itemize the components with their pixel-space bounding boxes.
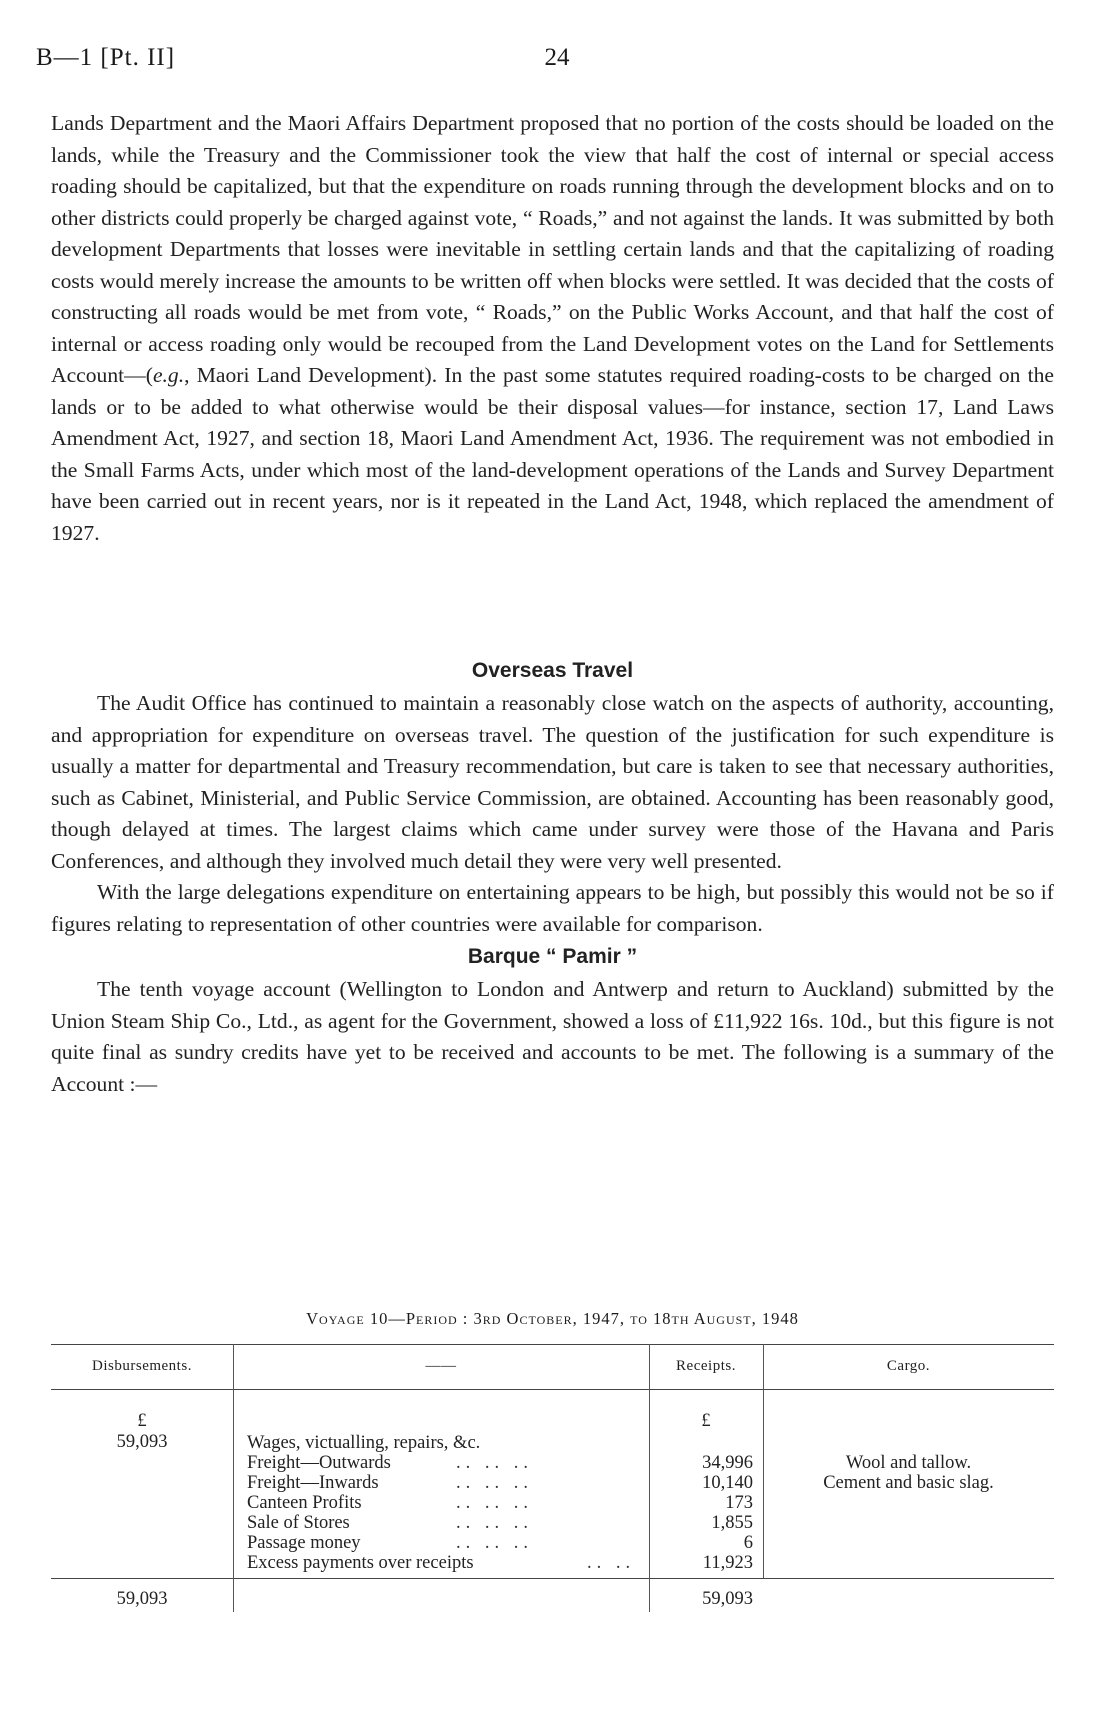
table-row-item: Wages, victualling, repairs, &c.	[247, 1433, 481, 1453]
receipt-value: 6	[743, 1533, 753, 1553]
dot-leaders: .. ..	[587, 1553, 636, 1573]
header-disbursements: Disbursements.	[92, 1358, 192, 1374]
receipt-value: 11,923	[702, 1553, 753, 1573]
paragraph-roading-costs: Lands Department and the Maori Affairs Department proposed that no portion of the costs should be loaded on the lands, while the Treasury and the Commissioner took the view that half the cost of internal or special access roading should be capitalized, but that the expenditure on roads running through the development blocks and on to other districts could properly be charged against vote, “ Roads,” and not against the lands. It was submitted by both development Departments that losses were inevitable in settling certain lands and that the capitalizing of roading costs would merely increase the amounts to be written off when blocks were settled. It was decided that the costs of constructing all roads would be met from vote, “ Roads,” on the Public Works Account, and that half the cost of internal or access roading only would be recouped from the Land Development votes on the Land for Settlements Account—(e.g., Maori Land Development). In the past some statutes required roading-costs to be charged on the lands or to be added to what otherwise would be their disposal values—for instance, section 17, Land Laws Amendment Act, 1927, and section 18, Maori Land Amendment Act, 1936. The requirement was not embodied in the Small Farms Acts, under which most of the land-development operations of the Lands and Survey Department have been carried out in recent years, nor is it repeated in the Land Act, 1948, which replaced the amendment of 1927.	[51, 111, 1054, 545]
cargo-entry: Cement and basic slag.	[823, 1473, 994, 1493]
table-rule-total	[51, 1578, 1054, 1579]
table-rule-header	[51, 1389, 1054, 1390]
currency-symbol-right: £	[701, 1411, 711, 1431]
running-head	[36, 44, 1078, 78]
table-row-item: Sale of Stores	[247, 1513, 350, 1533]
dot-leaders: .. .. ..	[456, 1453, 533, 1473]
document-reference: B—1 [Pt. II]	[36, 44, 176, 71]
receipt-value: 34,996	[702, 1453, 753, 1473]
header-cargo: Cargo.	[886, 1358, 931, 1374]
header-receipts: Receipts.	[676, 1358, 736, 1374]
text-block-2	[51, 654, 1054, 1100]
table-row-item: Passage money	[247, 1533, 361, 1553]
receipt-value: 10,140	[702, 1473, 753, 1493]
header-items: ——	[425, 1358, 457, 1374]
paragraph-overseas-travel: The Audit Office has continued to maintain a reasonably close watch on the aspects of authority, accounting, and appropriation for expenditure on overseas travel. The question of the justification for such expenditure is usually a matter for departmental and Treasury recommendation, but care is taken to see that necessary authorities, such as Cabinet, Ministerial, and Public Service Commission, are obtained. Accounting has been reasonably good, though delayed at times. The largest claims which came under survey were those of the Havana and Paris Conferences, and although they involved much detail they were very well presented.	[51, 691, 1054, 873]
total-disbursements: 59,093	[116, 1589, 168, 1609]
table-row-item: Canteen Profits	[247, 1493, 362, 1513]
section-heading-barque-pamir: Barque “ Pamir ”	[467, 945, 638, 968]
dot-leaders: .. .. ..	[456, 1473, 533, 1493]
table-row-item: Excess payments over receipts	[247, 1553, 474, 1573]
page-number: 24	[544, 44, 570, 71]
text-block-1	[51, 108, 1054, 549]
total-receipts: 59,093	[702, 1589, 753, 1609]
section-heading-overseas-travel: Overseas Travel	[471, 659, 634, 682]
table-row-item: Freight—Outwards	[247, 1453, 391, 1473]
currency-symbol-left: £	[137, 1411, 147, 1431]
paragraph-voyage-account: The tenth voyage account (Wellington to London and Antwerp and return to Auckland) submitted by the Union Steam Ship Co., Ltd., as agent for the Government, showed a loss of £11,922 16s. 10d., but this figure is not quite final as sundry credits have yet to be received and accounts to be met. The following is a summary of the Account :—	[51, 977, 1054, 1096]
dot-leaders: .. .. ..	[456, 1533, 533, 1553]
paragraph-delegations: With the large delegations expenditure on entertaining appears to be high, but possibly this would not be so if figures relating to representation of other countries were available for comparison.	[51, 880, 1054, 936]
disbursement-value: 59,093	[116, 1432, 168, 1452]
voyage-account-table	[51, 1344, 1054, 1612]
table-row-item: Freight—Inwards	[247, 1473, 379, 1493]
table-caption: Voyage 10—Period : 3rd October, 1947, to 18th August, 1948	[306, 1309, 799, 1328]
cargo-entry: Wool and tallow.	[845, 1453, 972, 1473]
dot-leaders: .. .. ..	[456, 1493, 533, 1513]
receipt-value: 173	[725, 1493, 753, 1513]
receipt-value: 1,855	[711, 1513, 753, 1533]
dot-leaders: .. .. ..	[456, 1513, 533, 1533]
